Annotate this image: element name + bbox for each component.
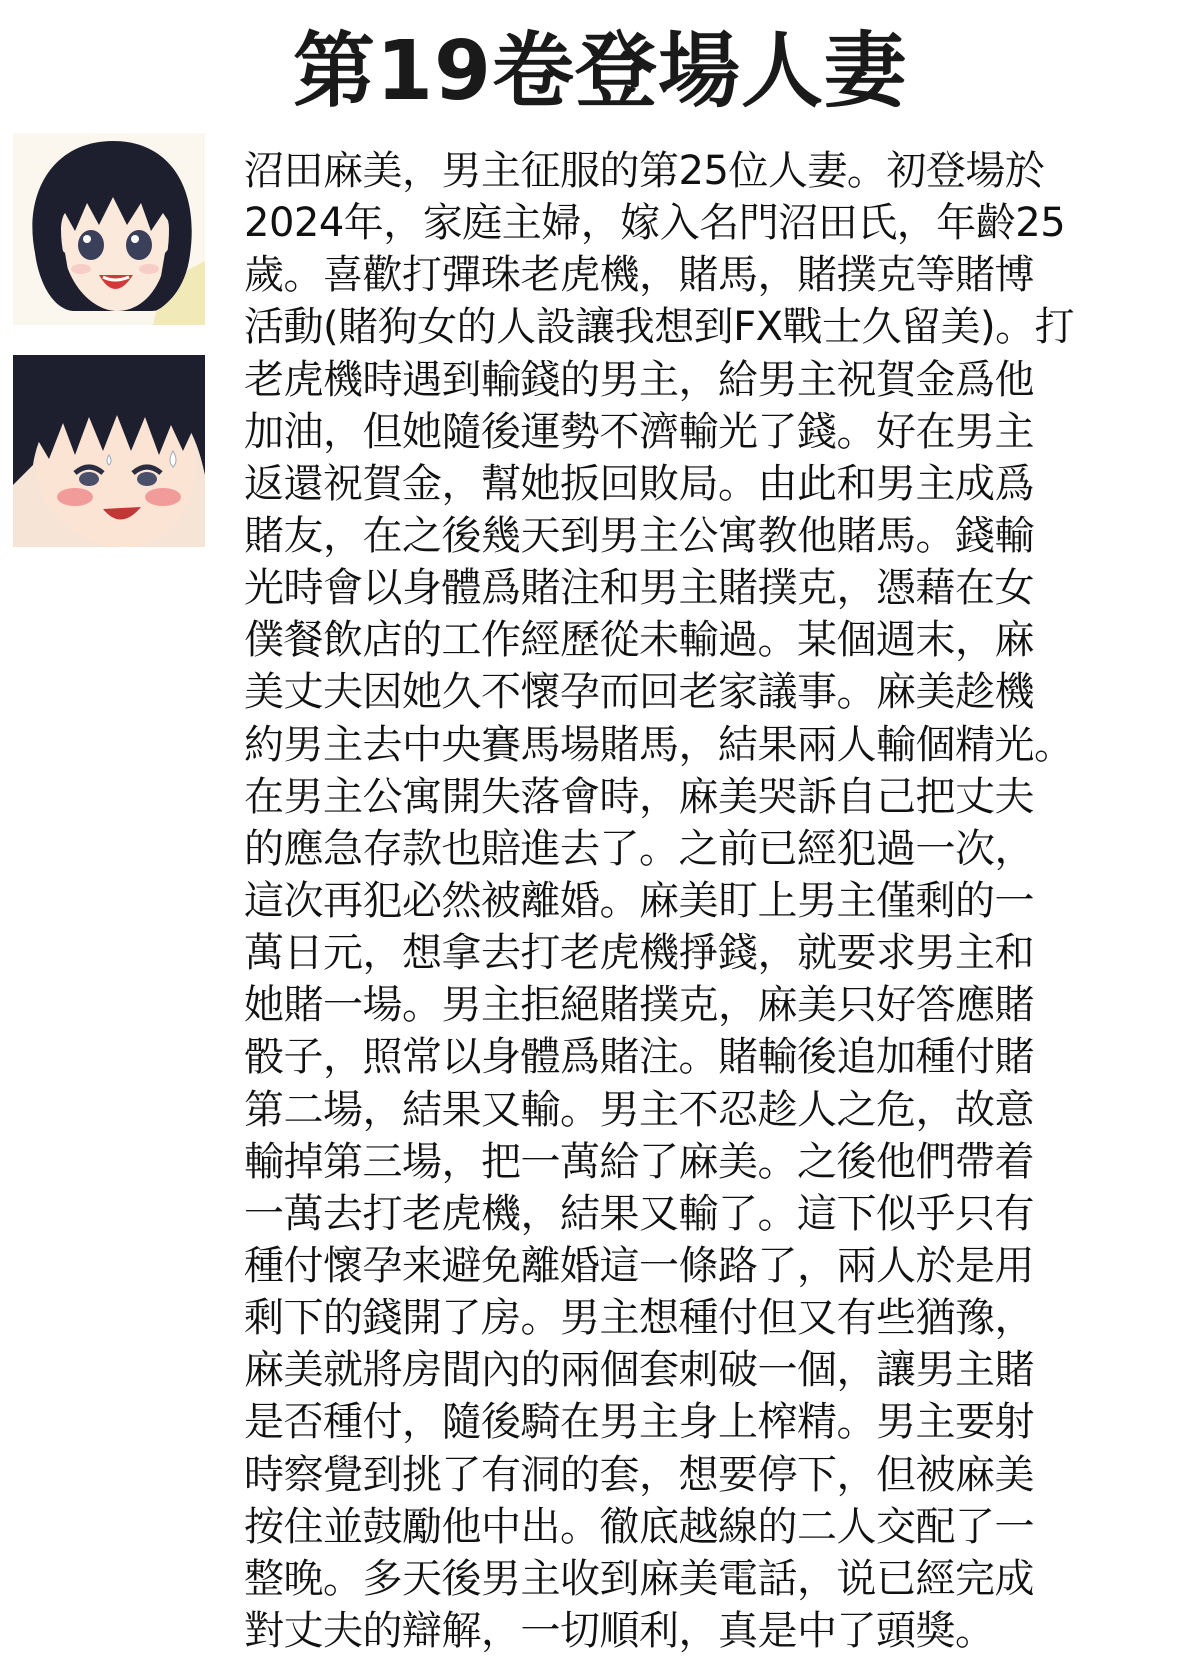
text-line: 時察覺到挑了有洞的套，想要停下，但被麻美 bbox=[244, 1451, 1034, 1498]
character-description bbox=[244, 145, 1184, 1657]
character-portrait-smiling bbox=[13, 133, 205, 325]
text-line: 第二場，結果又輸。男主不忍趁人之危，故意 bbox=[244, 1086, 1034, 1133]
text-line: 賭友，在之後幾天到男主公寓教他賭馬。錢輸 bbox=[244, 512, 1034, 559]
text-line: 種付懷孕来避免離婚這一條路了，兩人於是用 bbox=[244, 1242, 1034, 1289]
text-line: 約男主去中央賽馬場賭馬，結果兩人輸個精光。 bbox=[244, 721, 1074, 768]
text-line: 的應急存款也賠進去了。之前已經犯過一次， bbox=[244, 825, 1034, 872]
text-line: 一萬去打老虎機，結果又輸了。這下似乎只有 bbox=[244, 1190, 1034, 1237]
character-portrait-blushing bbox=[13, 355, 205, 547]
text-line: 按住並鼓勵他中出。徹底越線的二人交配了一 bbox=[244, 1503, 1034, 1550]
text-line: 老虎機時遇到輸錢的男主，給男主祝賀金爲他 bbox=[244, 356, 1034, 403]
text-line: 剩下的錢開了房。男主想種付但又有些猶豫， bbox=[244, 1295, 1034, 1342]
text-line: 歲。喜歡打彈珠老虎機，賭馬，賭撲克等賭博 bbox=[244, 252, 1034, 299]
text-line: 2024年，家庭主婦，嫁入名門沼田氏，年齡25 bbox=[244, 200, 1066, 247]
page-title: 第19卷登場人妻 bbox=[292, 24, 908, 119]
character-smiling-illustration bbox=[13, 133, 205, 325]
text-line: 返還祝賀金，幫她扳回敗局。由此和男主成爲 bbox=[244, 460, 1034, 507]
text-line: 在男主公寓開失落會時，麻美哭訴自己把丈夫 bbox=[244, 773, 1034, 820]
text-line: 輸掉第三場，把一萬給了麻美。之後他們帶着 bbox=[244, 1138, 1034, 1185]
text-line: 她賭一場。男主拒絕賭撲克，麻美只好答應賭 bbox=[244, 982, 1034, 1029]
text-line: 僕餐飲店的工作經歷從未輸過。某個週末，麻 bbox=[244, 617, 1034, 664]
text-line: 活動(賭狗女的人設讓我想到FX戰士久留美)。打 bbox=[244, 304, 1075, 351]
text-line: 沼田麻美，男主征服的第25位人妻。初登場於 bbox=[244, 148, 1045, 194]
text-line: 光時會以身體爲賭注和男主賭撲克，憑藉在女 bbox=[244, 565, 1034, 612]
text-line: 骰子，照常以身體爲賭注。賭輸後追加種付賭 bbox=[244, 1034, 1034, 1081]
text-line: 這次再犯必然被離婚。麻美盯上男主僅剩的一 bbox=[244, 877, 1034, 924]
text-line: 美丈夫因她久不懷孕而回老家議事。麻美趁機 bbox=[244, 669, 1034, 716]
text-line: 萬日元，想拿去打老虎機掙錢，就要求男主和 bbox=[244, 930, 1034, 977]
text-line: 是否種付，隨後騎在男主身上榨精。男主要射 bbox=[244, 1399, 1034, 1446]
text-line: 整晚。多天後男主收到麻美電話，说已經完成 bbox=[244, 1555, 1034, 1602]
text-line: 麻美就將房間內的兩個套刺破一個，讓男主賭 bbox=[244, 1347, 1034, 1394]
text-line: 對丈夫的辯解，一切順利，真是中了頭獎。 bbox=[244, 1607, 995, 1654]
text-line: 加油，但她隨後運勢不濟輸光了錢。好在男主 bbox=[244, 408, 1034, 455]
character-blushing-illustration bbox=[13, 355, 205, 547]
